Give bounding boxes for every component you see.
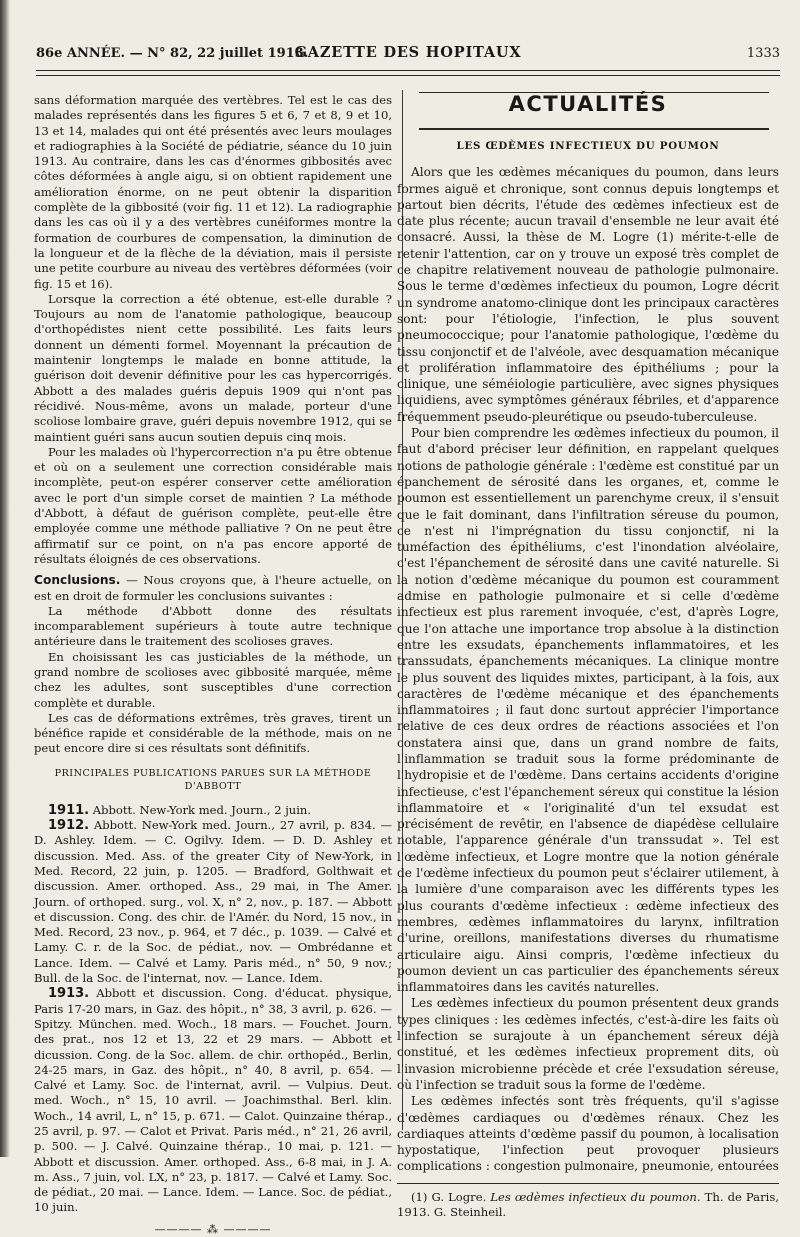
reference-1913 bbox=[34, 986, 392, 1215]
paragraph: sans déformation marquée des vertèbres. Tel est le cas des malades représentés dans les figures 5 et 6, 7 et 8, 9 et 10, 13 et 14, malades qui ont été présentés avec leurs moulages et radiographies à la Société de pédiatrie, séance du 10 juin 1913. Au contraire, dans les cas d'énormes gibbosités avec côtes déformées à angle aigu, si on obtient rapidement une amélioration énorme, on ne peut obtenir la disparition complète de la gibbosité (voir fig. 11 et 12). La radiographie dans les cas où il y a des vertèbres cunéiformes montre la formation de courbures de compensation, la diminution de la longueur et de la flèche de la déviation, mais il persiste une petite courbure au niveau des vertèbres déformées (voir fig. 15 et 16). bbox=[34, 93, 392, 291]
book-spine-shadow bbox=[0, 0, 10, 1157]
footnote-author: (1) G. Logre. bbox=[411, 1189, 491, 1204]
reference-text: Abbott. New-York med. Journ., 27 avril, p. 834. — D. Ashley. Idem. — C. Ogilvy. Idem. — D. D. Ashley et discussion. Med. Ass. of the greater City of New-York, in Med. Record, 22 juin, p. 1205. — Bradford, Golthwait et discussion. Amer. orthoped. Ass., 29 mai, in The Amer. Journ. of orthoped. surg., vol. X, n° 2, nov., p. 187. — Abbott et discussion. Cong. des chir. de l'Amér. du Nord, 15 nov., in Med. Record, 23 nov., p. 964, et 7 déc., p. 1039. — Calvé et Lamy. C. r. de la Soc. de pédiat., nov. — Ombrédanne et Lance. Idem. — Calvé et Lamy. Paris méd., n° 50, 9 nov.; Bull. de la Soc. de l'internat, nov. — Lance. Idem. bbox=[34, 818, 392, 986]
footnote-title: Les œdèmes infectieux du poumon. bbox=[490, 1189, 701, 1204]
reference-text: Abbott. New-York med. Journ., 2 juin. bbox=[89, 802, 312, 817]
section-banner bbox=[397, 88, 779, 132]
conclusions-heading: Conclusions. bbox=[34, 573, 121, 588]
end-ornament: ———— ⁂ ———— bbox=[154, 1222, 272, 1236]
references bbox=[34, 803, 392, 1216]
paragraph: Pour bien comprendre les œdèmes infectieux du poumon, il faut d'abord préciser leur définition, en rappelant quelques notions de pathologie générale : l'œdème est constitué par un épanchement de sérosité dans les organes, et, comme le poumon est essentiellement un parenchyme creux, il s'ensuit que le fait dominant, dans l'infiltration séreuse du poumon, ce n'est ni l'imprégnation du tissu conjonctif, ni la tuméfaction des épithéliums, c'est l'inondation alvéolaire, c'est l'épanchement de sérosité dans une cavité naturelle. Si la notion d'œdème mécanique du poumon est couramment admise en pathologie pulmonaire et si celle d'œdème infectieux est plus rarement invoquée, c'est, d'après Logre, que l'on attache une importance trop absolue à la distinction entre les exsudats, épanchements inflammatoires, et les transsudats, épanchements mécaniques. La clinique montre le plus souvent des liquides mixtes, participant, à la fois, aux caractères de l'œdème mécanique et des épanchements inflammatoires ; il faut donc surtout apprécier l'importance relative de ces deux ordres de réactions associées et l'on constatera ainsi que, dans un grand nombre de faits, l'inflammation se traduit sous la forme prédominante de l'hydropisie et de l'œdème. Dans certains accidents d'origine infectieuse, c'est l'épanchement séreux qui constitue la lésion inflammatoire et « l'originalité d'un tel exsudat est précisément de revêtir, en l'absence de diapédèse cellulaire notable, l'apparence générale d'un transsudat ». Tel est l'œdème infectieux, et Logre montre que la notion générale de l'œdème infectieux du poumon peut s'éclairer utilement, à la lumière d'une comparaison avec les différents types les plus courants d'œdème infectieux : œdème infectieux des membres, œdèmes inflammatoires du larynx, infiltration d'urine, oreillons, manifestations diverses du rhumatisme articulaire aigu. Ainsi compris, l'œdème infectieux du poumon devient un cas particulier des épanchements séreux inflammatoires dans les cavités naturelles. bbox=[397, 426, 779, 995]
footnote bbox=[397, 1190, 779, 1220]
header-rule bbox=[36, 70, 780, 71]
reference-text: Abbott et discussion. Cong. d'éducat. physique, Paris 17-20 mars, in Gaz. des hôpit., n° 38, 3 avril, p. 626. — Spitzy. München. med. Woch., 18 mars. — Fouchet. Journ. des prat., nos 12 et 13, 22 et 29 mars. — Abbott et dicussion. Cong. de la Soc. allem. de chir. orthopéd., Berlin, 24-25 mars, in Gaz. des hôpit., n° 40, 8 avril, p. 654. — Calvé et Lamy. Soc. de l'internat, avril. — Vulpius. Deut. med. Woch., n° 15, 10 avril. — Joachimsthal. Berl. klin. Woch., 14 avril, L, n° 15, p. 671. — Calot. Quinzaine thérap., 25 avril, p. 97. — Calot et Privat. Paris méd., n° 21, 26 avril, p. 500. — J. Calvé. Quinzaine thérap., 10 mai, p. 121. — Abbott et discussion. Amer. orthoped. Ass., 6-8 mai, in J. A. m. Ass., 7 juin, vol. LX, n° 23, p. 1817. — Calvé et Lamy. Soc. de pédiat., 20 mai. — Lance. Idem. — Lance. Soc. de pédiat., 10 juin. bbox=[34, 986, 392, 1215]
reference-1912 bbox=[34, 818, 392, 986]
publications-heading: PRINCIPALES PUBLICATIONS PARUES SUR LA MÉTHODE D'ABBOTT bbox=[54, 767, 372, 792]
page-number: 1333 bbox=[746, 46, 780, 61]
banner-rule-bottom bbox=[419, 128, 769, 130]
paragraph: Les œdèmes infectieux du poumon présentent deux grands types cliniques : les œdèmes infectés, c'est-à-dire les faits où l'infection se surajoute à un épanchement séreux déjà constitué, et les œdèmes infectieux proprement dits, où l'invasion microbienne précède et crée l'exsudation séreuse, où l'infection se traduit sous la forme de l'œdème. bbox=[397, 996, 779, 1092]
year-label: 1913. bbox=[48, 986, 90, 1002]
paragraph: Les cas de déformations extrêmes, très graves, tirent un bénéfice rapide et considérable de la méthode, mais on ne peut encore dire si ces résultats sont définitifs. bbox=[34, 710, 392, 756]
header-rule-thin bbox=[36, 75, 780, 76]
journal-title: GAZETTE DES HOPITAUX bbox=[294, 44, 522, 61]
year-label: 1911. bbox=[48, 802, 90, 818]
right-column bbox=[397, 88, 779, 1220]
footnote-rule bbox=[397, 1183, 779, 1184]
paragraph: Les œdèmes infectés sont très fréquents, qu'il s'agisse d'œdèmes cardiaques ou d'œdèmes rénaux. Chez les cardiaques atteints d'œdème passif du poumon, à localisation hypostatique, l'infection peut provoquer plusieurs complications : congestion pulmonaire, pneumonie, entourées bbox=[397, 1094, 779, 1174]
left-column bbox=[34, 93, 392, 1237]
paragraph: En choisissant les cas justiciables de la méthode, un grand nombre de scolioses avec gibbosité marquée, même chez les adultes, sont susceptibles d'une correction complète et durable. bbox=[34, 649, 392, 710]
section-title: ACTUALITÉS bbox=[508, 92, 668, 116]
page-header bbox=[36, 44, 780, 68]
conclusions-paragraph bbox=[34, 573, 392, 604]
year-label: 1912. bbox=[48, 818, 90, 834]
article-title: LES ŒDÈMES INFECTIEUX DU POUMON bbox=[456, 140, 720, 152]
paragraph: La méthode d'Abbott donne des résultats incomparablement supérieurs à toute autre technique antérieure dans le traitement des scolioses graves. bbox=[34, 603, 392, 649]
paragraph: Alors que les œdèmes mécaniques du poumon, dans leurs formes aiguë et chronique, sont connus depuis longtemps et partout bien décrits, l'étude des œdèmes infectieux est de date plus récente; aucun travail d'ensemble ne leur avait été consacré. Aussi, la thèse de M. Logre (1) mérite-t-elle de retenir l'attention, car on y trouve un exposé très complet de ce chapitre relativement nouveau de pathologie pulmonaire. Sous le terme d'œdèmes infectieux du poumon, Logre décrit un syndrome anatomo-clinique dont les principaux caractères sont: pour l'étiologie, l'infection, le plus souvent pneumococcique; pour l'anatomie pathologique, l'œdème du tissu conjonctif et de l'alvéole, avec desquamation mécanique et prolifération inflammatoire des épithéliums ; pour la clinique, une séméiologie particulière, avec signes physiques liquidiens, avec symptômes généraux fébriles, et d'apparence fréquemment pseudo-pleurétique ou pseudo-tuberculeuse. bbox=[397, 165, 779, 424]
paragraph: Pour les malades où l'hypercorrection n'a pu être obtenue et où on a seulement une correction considérable mais incomplète, peut-on espérer conserver cette amélioration avec le port d'un simple corset de maintien ? La méthode d'Abbott, à défaut de guérison complète, peut-elle être employée comme une méthode palliative ? On ne peut être affirmatif sur ce point, on n'a pas encore apporté de résultats éloignés de ces observations. bbox=[34, 444, 392, 566]
issue-info: 86e ANNÉE. — N° 82, 22 juillet 1913. bbox=[36, 46, 309, 61]
reference-1911 bbox=[34, 803, 392, 818]
paragraph: Lorsque la correction a été obtenue, est-elle durable ? Toujours au nom de l'anatomie pathologique, beaucoup d'orthopédistes nient cette possibilité. Les faits leurs donnent un démenti formel. Moyennant la précaution de maintenir longtemps le malade en bonne attitude, la guérison doit devenir définitive pour les cas hypercorrigés. Abbott a des malades guéris depuis 1909 qui n'ont pas récidivé. Nous-même, avons un malade, porteur d'une scoliose lombaire grave, guéri depuis novembre 1912, qui se maintient guéri sans aucun soutien depuis cinq mois. bbox=[34, 291, 392, 444]
conclusions-intro: — Nous croyons que, à l'heure actuelle, on est en droit de formuler les conclusions suivantes : bbox=[34, 573, 392, 603]
footnote-source: Th. de Paris, 1913. G. Steinheil. bbox=[397, 1189, 779, 1219]
